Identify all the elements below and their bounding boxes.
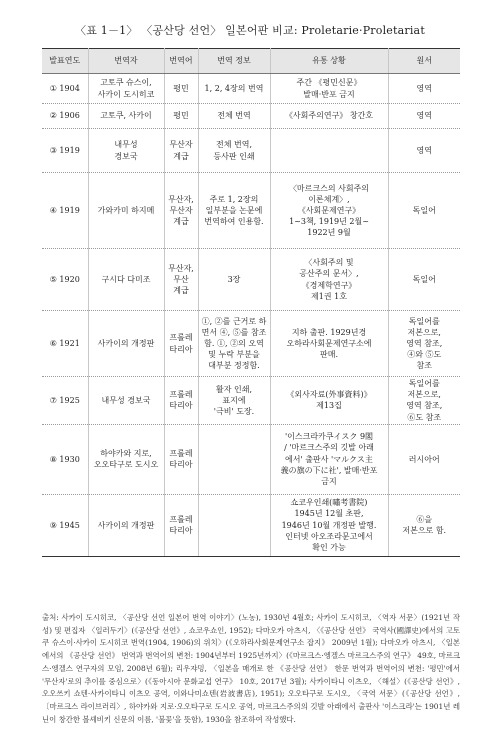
cell-status: '이스크라카쿠イスク 9閣 / '마르크스주의 깃발 아래 에서' 출판사 'マルクス主 義の旗の下に社', 발매·반포 금지 bbox=[270, 424, 388, 494]
header-term: 번역어 bbox=[164, 49, 198, 74]
cell-status: 주간 《평민신문》 발매·반포 금지 bbox=[270, 74, 388, 104]
cell-translator: 구시다 다미조 bbox=[88, 249, 164, 311]
cell-status: 《외사자료(外事資料)》 제13집 bbox=[270, 377, 388, 425]
cell-translator: 내무성 경보국 bbox=[88, 377, 164, 425]
cell-info: 3장 bbox=[198, 249, 270, 311]
cell-info: 주로 1, 2장의 일부분을 논문에 번역하여 인용함. bbox=[198, 173, 270, 249]
header-status: 유통 상황 bbox=[270, 49, 388, 74]
cell-translator: 사카이의 개정판 bbox=[88, 494, 164, 556]
table-body bbox=[42, 74, 460, 557]
table-row bbox=[42, 173, 460, 249]
header-translator: 번역자 bbox=[88, 49, 164, 74]
cell-translator: 가와카미 하지메 bbox=[88, 173, 164, 249]
cell-original: 영역 bbox=[388, 129, 460, 173]
cell-translator: 고토쿠 슈스이, 사카이 도시히코 bbox=[88, 74, 164, 104]
cell-info: ①, ②를 근거로 하 면서 ④, ⑤를 참조 함. ①, ②의 오역 및 누락 부분을 대부분 정정함. bbox=[198, 311, 270, 377]
cell-info: 전체 번역 bbox=[198, 104, 270, 129]
cell-info: 전체 번역, 등사판 인쇄 bbox=[198, 129, 270, 173]
cell-year: ① 1904 bbox=[42, 74, 88, 104]
cell-original: ⑥을 저본으로 함. bbox=[388, 494, 460, 556]
cell-status bbox=[270, 129, 388, 173]
cell-status: 《사회주의연구》 창간호 bbox=[270, 104, 388, 129]
cell-year: ⑦ 1925 bbox=[42, 377, 88, 425]
cell-year: ⑤ 1920 bbox=[42, 249, 88, 311]
cell-term: 무산자, 무산 계급 bbox=[164, 249, 198, 311]
cell-translator: 하야카와 지로, 오오타구로 도시오 bbox=[88, 424, 164, 494]
cell-original: 독일어를 저본으로, 영역 참조, ④와 ⑤도 참조 bbox=[388, 311, 460, 377]
table-row bbox=[42, 311, 460, 377]
cell-translator: 고토쿠, 사카이 bbox=[88, 104, 164, 129]
cell-year: ⑥ 1921 bbox=[42, 311, 88, 377]
cell-term: 무산자 계급 bbox=[164, 129, 198, 173]
cell-term: 프롤레 타리아 bbox=[164, 377, 198, 425]
cell-year: ⑧ 1930 bbox=[42, 424, 88, 494]
header-row bbox=[42, 49, 460, 74]
cell-term: 프롤레 타리아 bbox=[164, 424, 198, 494]
cell-original: 독일어 bbox=[388, 249, 460, 311]
cell-original: 독일어 bbox=[388, 173, 460, 249]
cell-term: 프롤레 타리아 bbox=[164, 311, 198, 377]
header-info: 번역 정보 bbox=[198, 49, 270, 74]
cell-original: 러시아어 bbox=[388, 424, 460, 494]
header-year: 발표연도 bbox=[42, 49, 88, 74]
table-row bbox=[42, 129, 460, 173]
table-row bbox=[42, 249, 460, 311]
cell-term: 프롤레 타리아 bbox=[164, 494, 198, 556]
cell-translator: 사카이의 개정판 bbox=[88, 311, 164, 377]
cell-term: 평민 bbox=[164, 104, 198, 129]
cell-original: 영역 bbox=[388, 74, 460, 104]
cell-info bbox=[198, 494, 270, 556]
cell-status: 〈사회주의 및 공산주의 문서〉, 《경제학연구》 제1권 1호 bbox=[270, 249, 388, 311]
table-row bbox=[42, 377, 460, 425]
cell-year: ② 1906 bbox=[42, 104, 88, 129]
cell-original: 독일어를 저본으로, 영역 참조, ⑥도 참조 bbox=[388, 377, 460, 425]
source-note: 출처: 사카이 도시히코, 〈공산당 선언 일본어 번역 이야기〉(노농), 1930년 4월호; 사카이 도시히코, 〈역자 서문〉(1921년 작성) 및 편집자 〈일러두기〉(《공산당 선언》, 쇼코우쇼인, 1952); 다마오카 아츠시, 〈《공산당 선언》 국역사(國譯史)에서의 고토쿠 슈스이·사카이 도시히코 번역(1904, 1906)의 위치〉(《오하라사회문제연구소 잡지》 2009년 1월); 다마오카 아츠시, 〈일본에서의 《공산당 선언》 번역과 번역어의 변천: 1904년부터 1925년까지〉(《마르크스·엥겔스 마르크스주의 연구》 49호, 마르크스·엥겔스 연구자의 모임, 2008년 6월); 리우쟈밍, 〈일본을 매개로 한 《공산당 선언》 한문 번역과 번역어의 변천: '평민'에서 '무산자'로의 추이를 중심으로〉(《동아시아 문화교섭 연구》 10호, 2017년 3월); 사카이타니 이츠오, 〈해설〉(《공산당 선언》, 오오쓰키 쇼텐·사카이타니 이츠오 공역, 이와나미쇼텐(岩波書店), 1951); 오오타구로 도시오, 〈국역 서문〉(《공산당 선언》, 〔마르크스 라이브러리〉, 하야카와 지로·오오타구로 도시오 공역, 마르크스주의의 깃발 아래에서 출판사 '이스크라'는 1901년 레닌이 창간한 볼셰비키 신문의 이름, '불꽃'을 뜻함), 1930을 참조하여 작성했다. bbox=[42, 613, 460, 724]
cell-status: 지하 출판. 1929년경 오하라사회문제연구소에 판매. bbox=[270, 311, 388, 377]
table-row bbox=[42, 494, 460, 556]
cell-year: ⑨ 1945 bbox=[42, 494, 88, 556]
comparison-table bbox=[42, 48, 460, 557]
cell-info: 1, 2, 4장의 번역 bbox=[198, 74, 270, 104]
cell-translator: 내무성 경보국 bbox=[88, 129, 164, 173]
table-row bbox=[42, 424, 460, 494]
cell-original: 영역 bbox=[388, 104, 460, 129]
cell-status: 〈마르크스의 사회주의 이론체계〉, 《사회문제연구》 1~3책, 1919년 2월~ 1922년 9월 bbox=[270, 173, 388, 249]
cell-term: 평민 bbox=[164, 74, 198, 104]
table-row bbox=[42, 74, 460, 104]
cell-status: 쇼코우인쇄(嘯考書院) 1945년 12월 초판, 1946년 10월 개정판 발행. 인터넷 아오조라문고에서 확인 가능 bbox=[270, 494, 388, 556]
cell-year: ④ 1919 bbox=[42, 173, 88, 249]
table-row bbox=[42, 104, 460, 129]
cell-info bbox=[198, 424, 270, 494]
cell-term: 무산자, 무산자 계급 bbox=[164, 173, 198, 249]
header-original: 원서 bbox=[388, 49, 460, 74]
table-title: 〈표 1－1〉 〈공산당 선언〉 일본어판 비교: Proletarie·Proletariat bbox=[75, 24, 425, 37]
cell-info: 활자 인쇄, 표지에 '극비' 도장. bbox=[198, 377, 270, 425]
cell-year: ③ 1919 bbox=[42, 129, 88, 173]
